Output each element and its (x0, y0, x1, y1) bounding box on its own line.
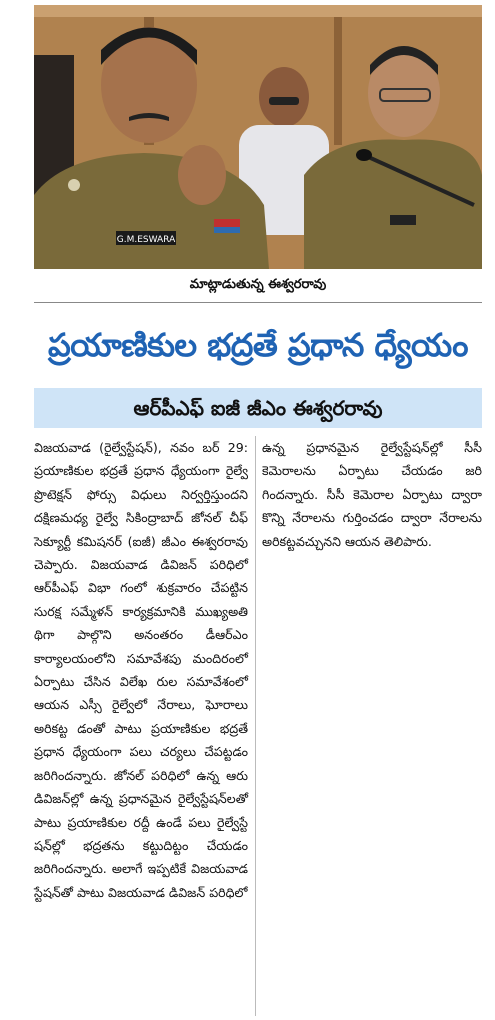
article-subheadline: ఆర్‌పీఎఫ్ ఐజీ జీఎం ఈశ్వరరావు (34, 388, 482, 428)
news-photo (34, 5, 482, 269)
article-body-right: ఉన్న ప్రధానమైన రైల్వేస్టేషన్‌ల్లో సీసీ కెమెరాలను ఏర్పాటు చేయడం జరి గిందన్నారు. సీసీ కెమెరాల ఏర్పాటు ద్వారా కొన్ని నేరాలను గుర్తించడం ద్వారా నేరాలను అరికట్టవచ్చునని ఆయన తెలిపారు. (262, 440, 482, 549)
article-column-right (262, 436, 482, 586)
article-headline: ప్రయాణికుల భద్రతే ప్రధాన ధ్యేయం (48, 326, 468, 364)
photo-caption: మాట్లాడుతున్న ఈశ్వరరావు (189, 277, 327, 292)
article-body-left: విజయవాడ (రైల్వేస్టేషన్), నవం బర్ 29: ప్రయాణికుల భద్రతే ప్రధాన ధ్యేయంగా రైల్వే ప్రొటెక్షన్ ఫోర్సు విధులు నిర్వర్తిస్తుందని దక్షిణమధ్య రైల్వే సికింద్రాబాద్ జోనల్ చీఫ్ సెక్యూర్టీ కమిషనర్ (ఐజీ) జీఎం ఈశ్వరరావు చెప్పారు. విజయవాడ డివిజన్ పరిధిలో ఆర్‌పీఎఫ్ విభా గంలో శుక్రవారం చేపట్టిన సురక్ష సమ్మేళన్ కార్యక్రమానికి ముఖ్యఅతి థిగా పాల్గొని అనంతరం డీఆర్‌ఎం కార్యాలయంలోని సమావేశపు మందిరంలో ఏర్పాటు చేసిన విలేఖ రుల సమావేశంలో ఆయన ఎస్సీ రైల్వేలో నేరాలు, ఘోరాలు అరికట్ట డంతో పాటు ప్రయాణికుల భద్రతే ప్రధాన ధ్యేయంగా పలు చర్యలు చేపట్టడం జరిగిందన్నారు. జోనల్ పరిధిలో ఉన్న ఆరు డివిజన్‌ల్లో ఉన్న ప్రధానమైన రైల్వేస్టేషన్‌లతో పాటు ప్రయాణికుల రద్దీ ఉండే పలు రైల్వేస్టే షన్‌ల్లో భద్రతను కట్టుదిట్టం చేయడం జరిగిందన్నారు. అలాగే ఇప్పటికే విజయవాడ స్టేషన్‌తో పాటు విజయవాడ డివిజన్ పరిధిలో (34, 440, 248, 900)
article-column-left (34, 436, 248, 1016)
divider (34, 302, 482, 303)
name-tag: G.M.ESWARA (116, 235, 176, 245)
column-divider (255, 436, 256, 1016)
